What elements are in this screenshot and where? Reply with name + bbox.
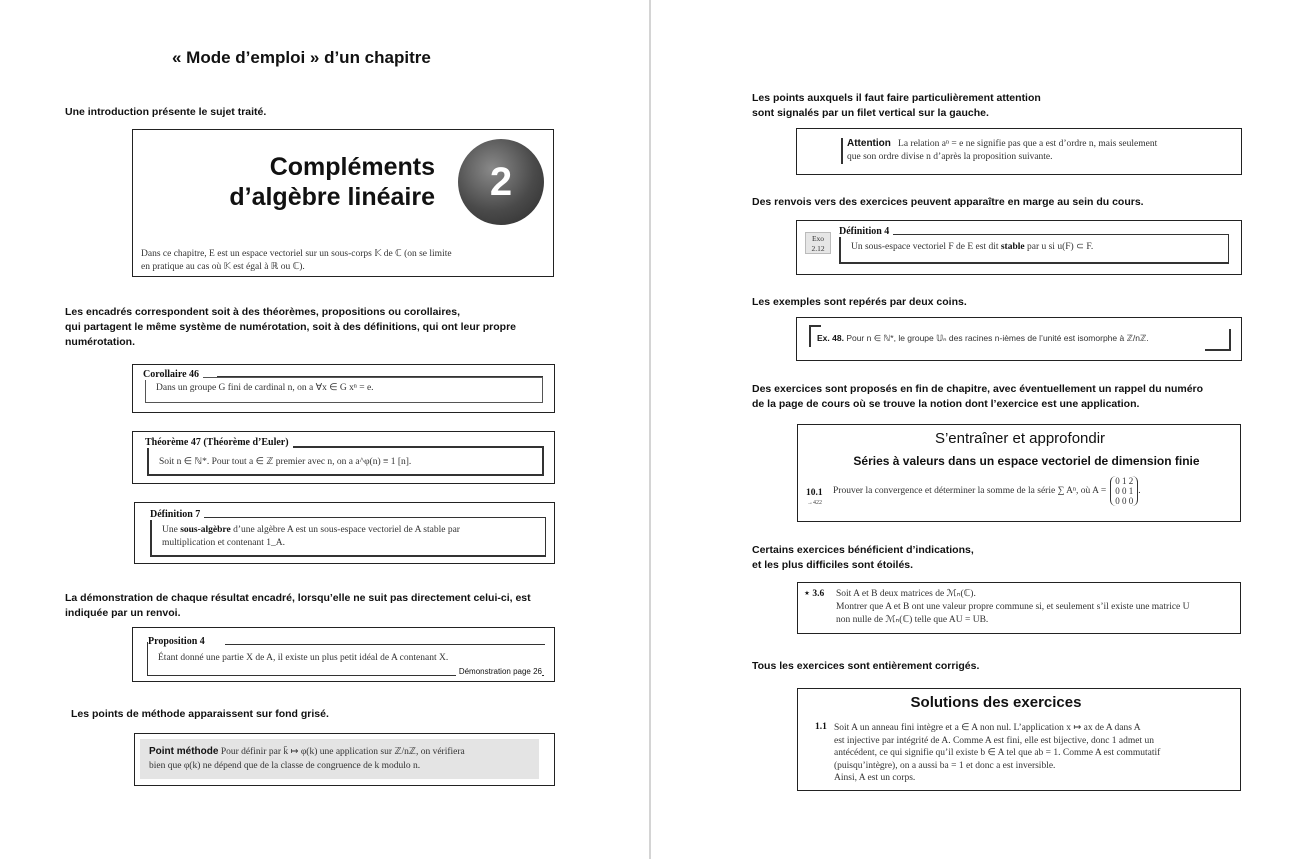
attention-line1 — [847, 137, 1157, 151]
exercise-final-dot: . — [1138, 485, 1141, 496]
method-text-line2: bien que φ(k) ne dépend que de la classe de congruence de k modulo n. — [149, 761, 421, 771]
hints-caption-line2: et les plus difficiles sont étoilés. — [752, 559, 914, 571]
attention-caption — [752, 91, 1041, 121]
attention-caption-line1: Les points auxquels il faut faire particulièrement attention — [752, 92, 1041, 104]
attention-vertical-rule — [841, 138, 843, 164]
exercise-number: 10.1 — [806, 488, 823, 498]
boxes-caption-line3: numérotation. — [65, 336, 135, 348]
definition4-rule — [903, 234, 1229, 235]
definition4-label: Définition 4 — [839, 226, 893, 237]
exercises-caption-line2: de la page de cours où se trouve la notion dont l’exercice est une application. — [752, 398, 1140, 410]
solution-line1: Soit A un anneau fini intègre et a ∈ A non nul. L’application x ↦ ax de A dans A — [834, 723, 1141, 733]
corollary-box — [132, 364, 555, 413]
definition4-content — [839, 234, 1229, 264]
definition-text-line1 — [162, 524, 535, 537]
page-divider — [649, 0, 651, 859]
demo-caption — [65, 591, 531, 621]
solutions-caption: Tous les exercices sont entièrement corrigés. — [752, 660, 980, 672]
example-content — [817, 333, 1149, 344]
solution-line2: est injective par intégrité de A. Comme A est fini, elle est bijective, donc 1 admet un — [834, 735, 1155, 746]
matrix-row2: 0 0 1 — [1115, 486, 1134, 496]
example-corner-bottom-right — [1205, 329, 1231, 351]
exercise-ref-tag[interactable] — [805, 232, 831, 254]
method-line1 — [149, 745, 530, 759]
exercises-title: S’entraîner et approfondir — [934, 430, 1106, 447]
definition-text-line2: multiplication et contenant 1_A. — [162, 538, 285, 548]
attention-text-line1: La relation aⁿ = e ne signifie pas que a est d’ordre n, mais seulement — [898, 139, 1158, 149]
definition-text-rest: d’une algèbre A est un sous-espace vectoriel de A stable par — [230, 525, 460, 535]
intro-caption: Une introduction présente le sujet traité. — [65, 106, 267, 118]
definition4-bold-term: stable — [1000, 242, 1025, 252]
demo-caption-line1: La démonstration de chaque résultat encadré, lorsqu’elle ne suit pas directement celui-ci, est — [65, 592, 531, 604]
proposition-demo-link[interactable]: Démonstration page 26 — [456, 667, 542, 676]
page-title: « Mode d’emploi » d’un chapitre — [172, 48, 431, 67]
solution-text — [834, 722, 1160, 785]
solutions-box — [797, 688, 1241, 791]
proposition-box — [132, 627, 555, 682]
definition-text-prefix: Une — [162, 525, 181, 535]
boxes-caption — [65, 305, 516, 350]
starred-exercise-text — [836, 588, 1190, 627]
proposition-content: Étant donné une partie X de A, il existe un plus petit idéal de A contenant X. — [147, 642, 544, 676]
hints-caption — [752, 543, 974, 573]
example-label: Ex. 48. — [817, 333, 844, 343]
attention-label: Attention — [847, 138, 891, 149]
definition4-box — [796, 220, 1242, 275]
theorem-label: Théorème 47 (Théorème d’Euler) — [145, 437, 293, 448]
exercise-page-ref[interactable]: →422 — [807, 500, 822, 506]
exercise-ref-tag-line2: 2.12 — [811, 244, 825, 253]
matrix-row3: 0 0 0 — [1115, 496, 1134, 506]
attention-content — [847, 137, 1157, 164]
chapter-intro-box — [132, 129, 554, 277]
boxes-caption-line2: qui partagent le même système de numérotation, soit à des définitions, qui ont leur propre — [65, 321, 516, 333]
examples-caption: Les exemples sont repérés par deux coins. — [752, 296, 967, 308]
proposition-label: Proposition 4 — [148, 636, 209, 647]
starred-text-line3: non nulle de ℳₙ(ℂ) telle que AU = UB. — [836, 615, 989, 625]
solution-line4: (puisqu’intègre), on a aussi ba = 1 et donc a est inversible. — [834, 760, 1056, 771]
chapter-intro-line1: Dans ce chapitre, E est un espace vectoriel sur un sous-corps 𝕂 de ℂ (on se limite — [141, 249, 452, 259]
solution-line5: Ainsi, A est un corps. — [834, 773, 916, 783]
chapter-title-line1: Compléments — [269, 153, 435, 181]
attention-caption-line2: sont signalés par un filet vertical sur la gauche. — [752, 107, 989, 119]
definition4-text-rest: par u si u(F) ⊂ F. — [1024, 242, 1094, 252]
definition-box — [134, 502, 555, 564]
exercises-box — [797, 424, 1241, 522]
matrix-row1: 0 1 2 — [1115, 476, 1134, 486]
chapter-number-badge: 2 — [458, 139, 544, 225]
starred-text-line2: Montrer que A et B ont une valeur propre commune si, et seulement s’il existe une matrice U — [836, 602, 1190, 612]
theorem-content: Soit n ∈ ℕ*. Pour tout a ∈ ℤ premier avec n, on a a^φ(n) ≡ 1 [n]. — [147, 446, 544, 476]
chapter-intro-line2: en pratique au cas où 𝕂 est égal à ℝ ou ℂ). — [141, 262, 305, 272]
exercise-matrix — [1110, 476, 1141, 506]
attention-box — [796, 128, 1242, 175]
solution-line3: antécédent, ce qui signifie qu’il existe b ∈ A tel que ab = 1. Comme A est commutatif — [834, 748, 1161, 758]
method-label: Point méthode — [149, 746, 219, 757]
definition-rule — [213, 517, 546, 518]
definition-bold-term: sous-algèbre — [180, 525, 231, 535]
solution-number: 1.1 — [815, 722, 827, 732]
exercises-caption — [752, 382, 1203, 412]
attention-text-line2: que son ordre divise n d’après la proposition suivante. — [847, 152, 1053, 162]
chapter-title — [229, 152, 435, 212]
method-box — [134, 733, 555, 786]
corollary-content: Dans un groupe G fini de cardinal n, on a ∀x ∈ G xⁿ = e. — [145, 377, 543, 403]
definition-content — [150, 517, 546, 557]
chapter-intro-text — [141, 248, 452, 274]
exercises-subtitle: Séries à valeurs dans un espace vectoriel de dimension finie — [853, 454, 1200, 468]
exercise-statement — [833, 476, 1141, 506]
method-caption: Les points de méthode apparaissent sur fond grisé. — [71, 708, 329, 720]
theorem-box — [132, 431, 555, 484]
method-text-line1: Pour définir par k̄ ↦ φ(k) une application sur ℤ/nℤ, on vérifiera — [220, 747, 465, 757]
starred-exercise-box — [797, 582, 1241, 634]
demo-caption-line2: indiquée par un renvoi. — [65, 607, 181, 619]
theorem-rule — [329, 446, 544, 448]
chapter-title-line2: d’algèbre linéaire — [229, 183, 435, 211]
corollary-rule — [217, 376, 543, 377]
solutions-title: Solutions des exercices — [910, 694, 1082, 711]
exercise-ref-tag-line1: Exo — [811, 234, 825, 243]
example-box — [796, 317, 1242, 361]
definition4-text-prefix: Un sous-espace vectoriel F de E est dit — [851, 242, 1001, 252]
proposition-rule — [225, 644, 545, 645]
exercises-caption-line1: Des exercices sont proposés en fin de chapitre, avec éventuellement un rappel du numéro — [752, 383, 1204, 395]
hints-caption-line1: Certains exercices bénéficient d’indications, — [752, 544, 974, 556]
corollary-label: Corollaire 46 — [143, 369, 203, 380]
starred-exercise-number: ⋆ 3.6 — [804, 589, 825, 599]
example-text: Pour n ∈ ℕ*, le groupe 𝕌ₙ des racines n-ièmes de l’unité est isomorphe à ℤ/nℤ. — [846, 333, 1149, 343]
definition-label: Définition 7 — [150, 509, 204, 520]
exercise-text: Prouver la convergence et déterminer la somme de la série ∑ Aⁿ, où A = — [833, 485, 1107, 496]
starred-text-line1: Soit A et B deux matrices de ℳₙ(ℂ). — [836, 589, 976, 599]
boxes-caption-line1: Les encadrés correspondent soit à des théorèmes, propositions ou corollaires, — [65, 306, 461, 318]
method-content — [140, 739, 539, 779]
renvoi-caption: Des renvois vers des exercices peuvent apparaître en marge au sein du cours. — [752, 196, 1144, 208]
